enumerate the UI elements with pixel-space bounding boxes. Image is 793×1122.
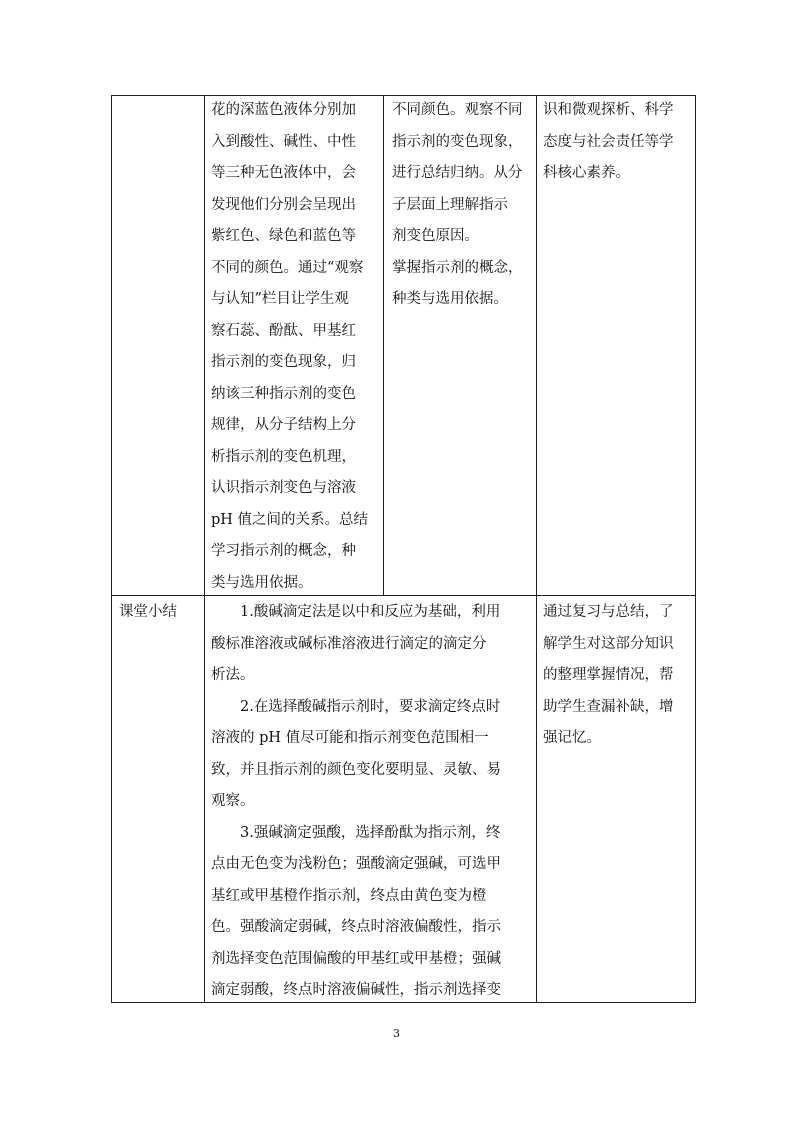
row1-goal-cell [392, 95, 532, 316]
text-line: 认识指示剂变色与溶液 [211, 480, 356, 496]
text-line: 基红或甲基橙作指示剂，终点由黄色变为橙 [211, 887, 487, 904]
text-line: 色。强酸滴定弱碱，终点时溶液偏酸性，指示 [211, 919, 501, 935]
table-divider-2 [383, 95, 384, 596]
text-line: 酸标准溶液或碱标准溶液进行滴定的滴定分 [211, 635, 487, 652]
text-line: 不同的颜色。通过“观察 [211, 259, 364, 276]
row2-summary-cell [211, 597, 532, 1007]
text-line: 点由无色变为浅粉色；强酸滴定强碱，可选甲 [211, 856, 501, 872]
table-border-right [695, 95, 696, 1003]
text-line: 致，并且指示剂的颜色变化要明显、灵敏、易 [211, 761, 501, 778]
row1-literacy-cell [543, 95, 693, 190]
text-line: 指示剂的变色现象， [392, 133, 523, 150]
text-line: 3.强碱滴定强酸，选择酚酞为指示剂，终 [240, 824, 501, 841]
text-line: 的整理掌握情况，帮 [543, 667, 674, 683]
text-line: 滴定弱酸，终点时溶液偏碱性，指示剂选择变 [211, 982, 501, 998]
text-line: 强记忆。 [543, 730, 601, 746]
table-divider-3 [536, 95, 537, 1003]
text-line: 类与选用依据。 [211, 574, 313, 591]
table-divider-1 [204, 95, 205, 1003]
text-line: 指示剂的变色现象，归 [211, 354, 356, 370]
row2-label-cell [119, 597, 203, 629]
page-number: 3 [393, 1027, 400, 1040]
table-row-divider [111, 595, 696, 596]
text-line: 花的深蓝色液体分别加 [211, 102, 356, 118]
text-line: 识和微观探析、科学 [543, 102, 674, 118]
text-line: 入到酸性、碱性、中性 [211, 133, 356, 150]
text-line: 察石蕊、酚酞、甲基红 [211, 322, 356, 339]
text-line: 学习指示剂的概念，种 [211, 543, 356, 559]
text-line: 溶液的 pH 值尽可能和指示剂变色范围相一 [211, 730, 489, 746]
text-line: 态度与社会责任等学 [543, 133, 674, 150]
section-label: 课堂小结 [119, 604, 177, 620]
text-line: 发现他们分别会呈现出 [211, 196, 356, 213]
text-line: 与认知”栏目让学生观 [211, 291, 349, 307]
row1-activity-cell [211, 95, 379, 599]
text-line: 助学生查漏补缺，增 [543, 698, 674, 715]
text-line: 种类与选用依据。 [392, 291, 508, 307]
text-line: 不同颜色。观察不同 [392, 102, 523, 118]
text-line: 子层面上理解指示 [392, 196, 508, 213]
text-line: 剂变色原因。 [392, 228, 479, 244]
text-line: 析法。 [211, 667, 255, 683]
lesson-table [111, 95, 696, 1003]
text-line: 紫红色、绿色和蓝色等 [211, 228, 356, 244]
text-line: 通过复习与总结，了 [543, 604, 674, 620]
text-line: 剂选择变色范围偏酸的甲基红或甲基橙；强碱 [211, 950, 501, 967]
text-line: 1.酸碱滴定法是以中和反应为基础，利用 [240, 604, 501, 620]
text-line: 科核心素养。 [543, 165, 630, 181]
text-line: 析指示剂的变色机理， [211, 448, 356, 465]
text-line: pH 值之间的关系。总结 [211, 511, 369, 528]
text-line: 进行总结归纳。从分 [392, 165, 523, 181]
text-line: 解学生对这部分知识 [543, 635, 674, 652]
text-line: 等三种无色液体中，会 [211, 165, 356, 181]
text-line: 规律，从分子结构上分 [211, 417, 356, 433]
text-line: 2.在选择酸碱指示剂时，要求滴定终点时 [240, 698, 501, 715]
text-line: 纳该三种指示剂的变色 [211, 385, 356, 402]
table-border-left [111, 95, 112, 1003]
text-line: 观察。 [211, 793, 255, 809]
row2-purpose-cell [543, 597, 693, 755]
text-line: 掌握指示剂的概念， [392, 259, 523, 276]
